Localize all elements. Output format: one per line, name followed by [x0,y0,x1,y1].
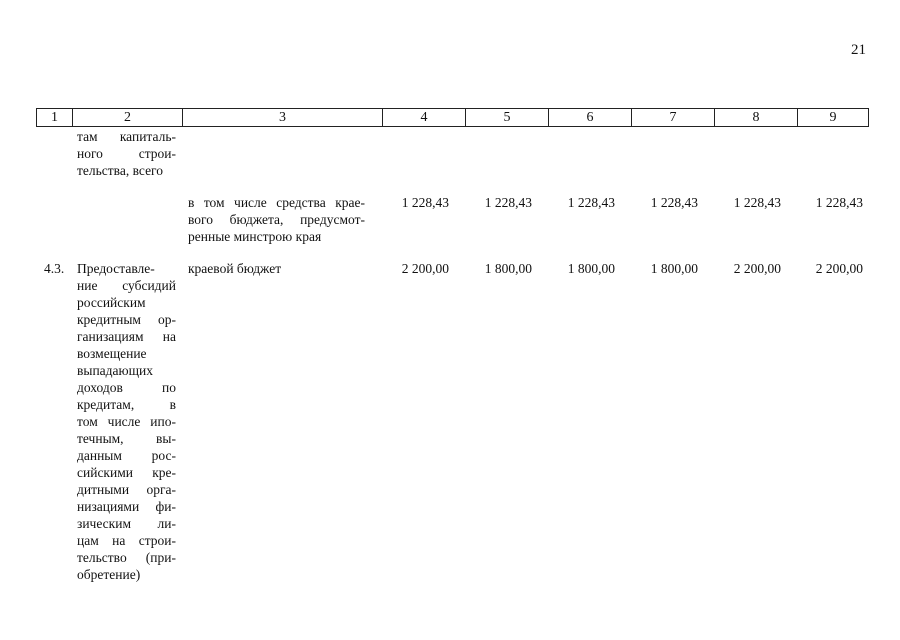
column-header: 8 [715,109,798,127]
value-col9: 1 228,43 [815,195,863,210]
title-line: тельства, всего [77,163,164,178]
page-number: 21 [851,42,866,58]
value-col6: 1 800,00 [567,261,615,276]
title-line: ного строи- [77,146,176,161]
column-header: 6 [549,109,632,127]
title-line: ние субсидий [77,278,176,293]
title-line: низациями фи- [77,499,176,514]
column-header: 9 [798,109,869,127]
title-line: тельство (при- [77,550,176,565]
description-line: в том числе средства крае- [188,195,365,210]
column-header: 5 [466,109,549,127]
value-col6: 1 228,43 [567,195,615,210]
title-line: кредитам, в [77,397,176,412]
value-col7: 1 800,00 [650,261,698,276]
column-header: 7 [632,109,715,127]
title-line: дитными орга- [77,482,176,497]
value-col8: 1 228,43 [733,195,781,210]
row-number: 4.3. [44,261,65,276]
column-header: 4 [383,109,466,127]
budget-source: краевой бюджет [188,261,282,276]
title-line: российским [77,295,146,310]
continuation-title [77,128,176,179]
description-line: ренные минстрою края [188,229,322,244]
title-line: данным рос- [77,448,176,463]
column-header: 3 [183,109,383,127]
column-header: 2 [73,109,183,127]
column-header: 1 [37,109,73,127]
title-line: обретение) [77,567,141,582]
value-col4: 1 228,43 [401,195,449,210]
title-line: Предоставле- [77,261,155,276]
value-col5: 1 800,00 [484,261,532,276]
value-col8: 2 200,00 [733,261,781,276]
value-col5: 1 228,43 [484,195,532,210]
title-line: сийскими кре- [77,465,176,480]
subtotal-description [188,194,365,245]
item-title [77,260,176,583]
title-line: цам на строи- [77,533,176,548]
value-col7: 1 228,43 [650,195,698,210]
title-line: течным, вы- [77,431,176,446]
value-col9: 2 200,00 [815,261,863,276]
title-line: зическим ли- [77,516,176,531]
description-line: вого бюджета, предусмот- [188,212,365,227]
title-line: возмещение [77,346,147,361]
column-header-row [36,108,869,127]
value-col4: 2 200,00 [401,261,449,276]
title-line: доходов по [77,380,176,395]
title-line: ганизациям на [77,329,176,344]
title-line: кредитным ор- [77,312,176,327]
title-line: там капиталь- [77,129,176,144]
title-line: выпадающих [77,363,153,378]
title-line: том числе ипо- [77,414,176,429]
